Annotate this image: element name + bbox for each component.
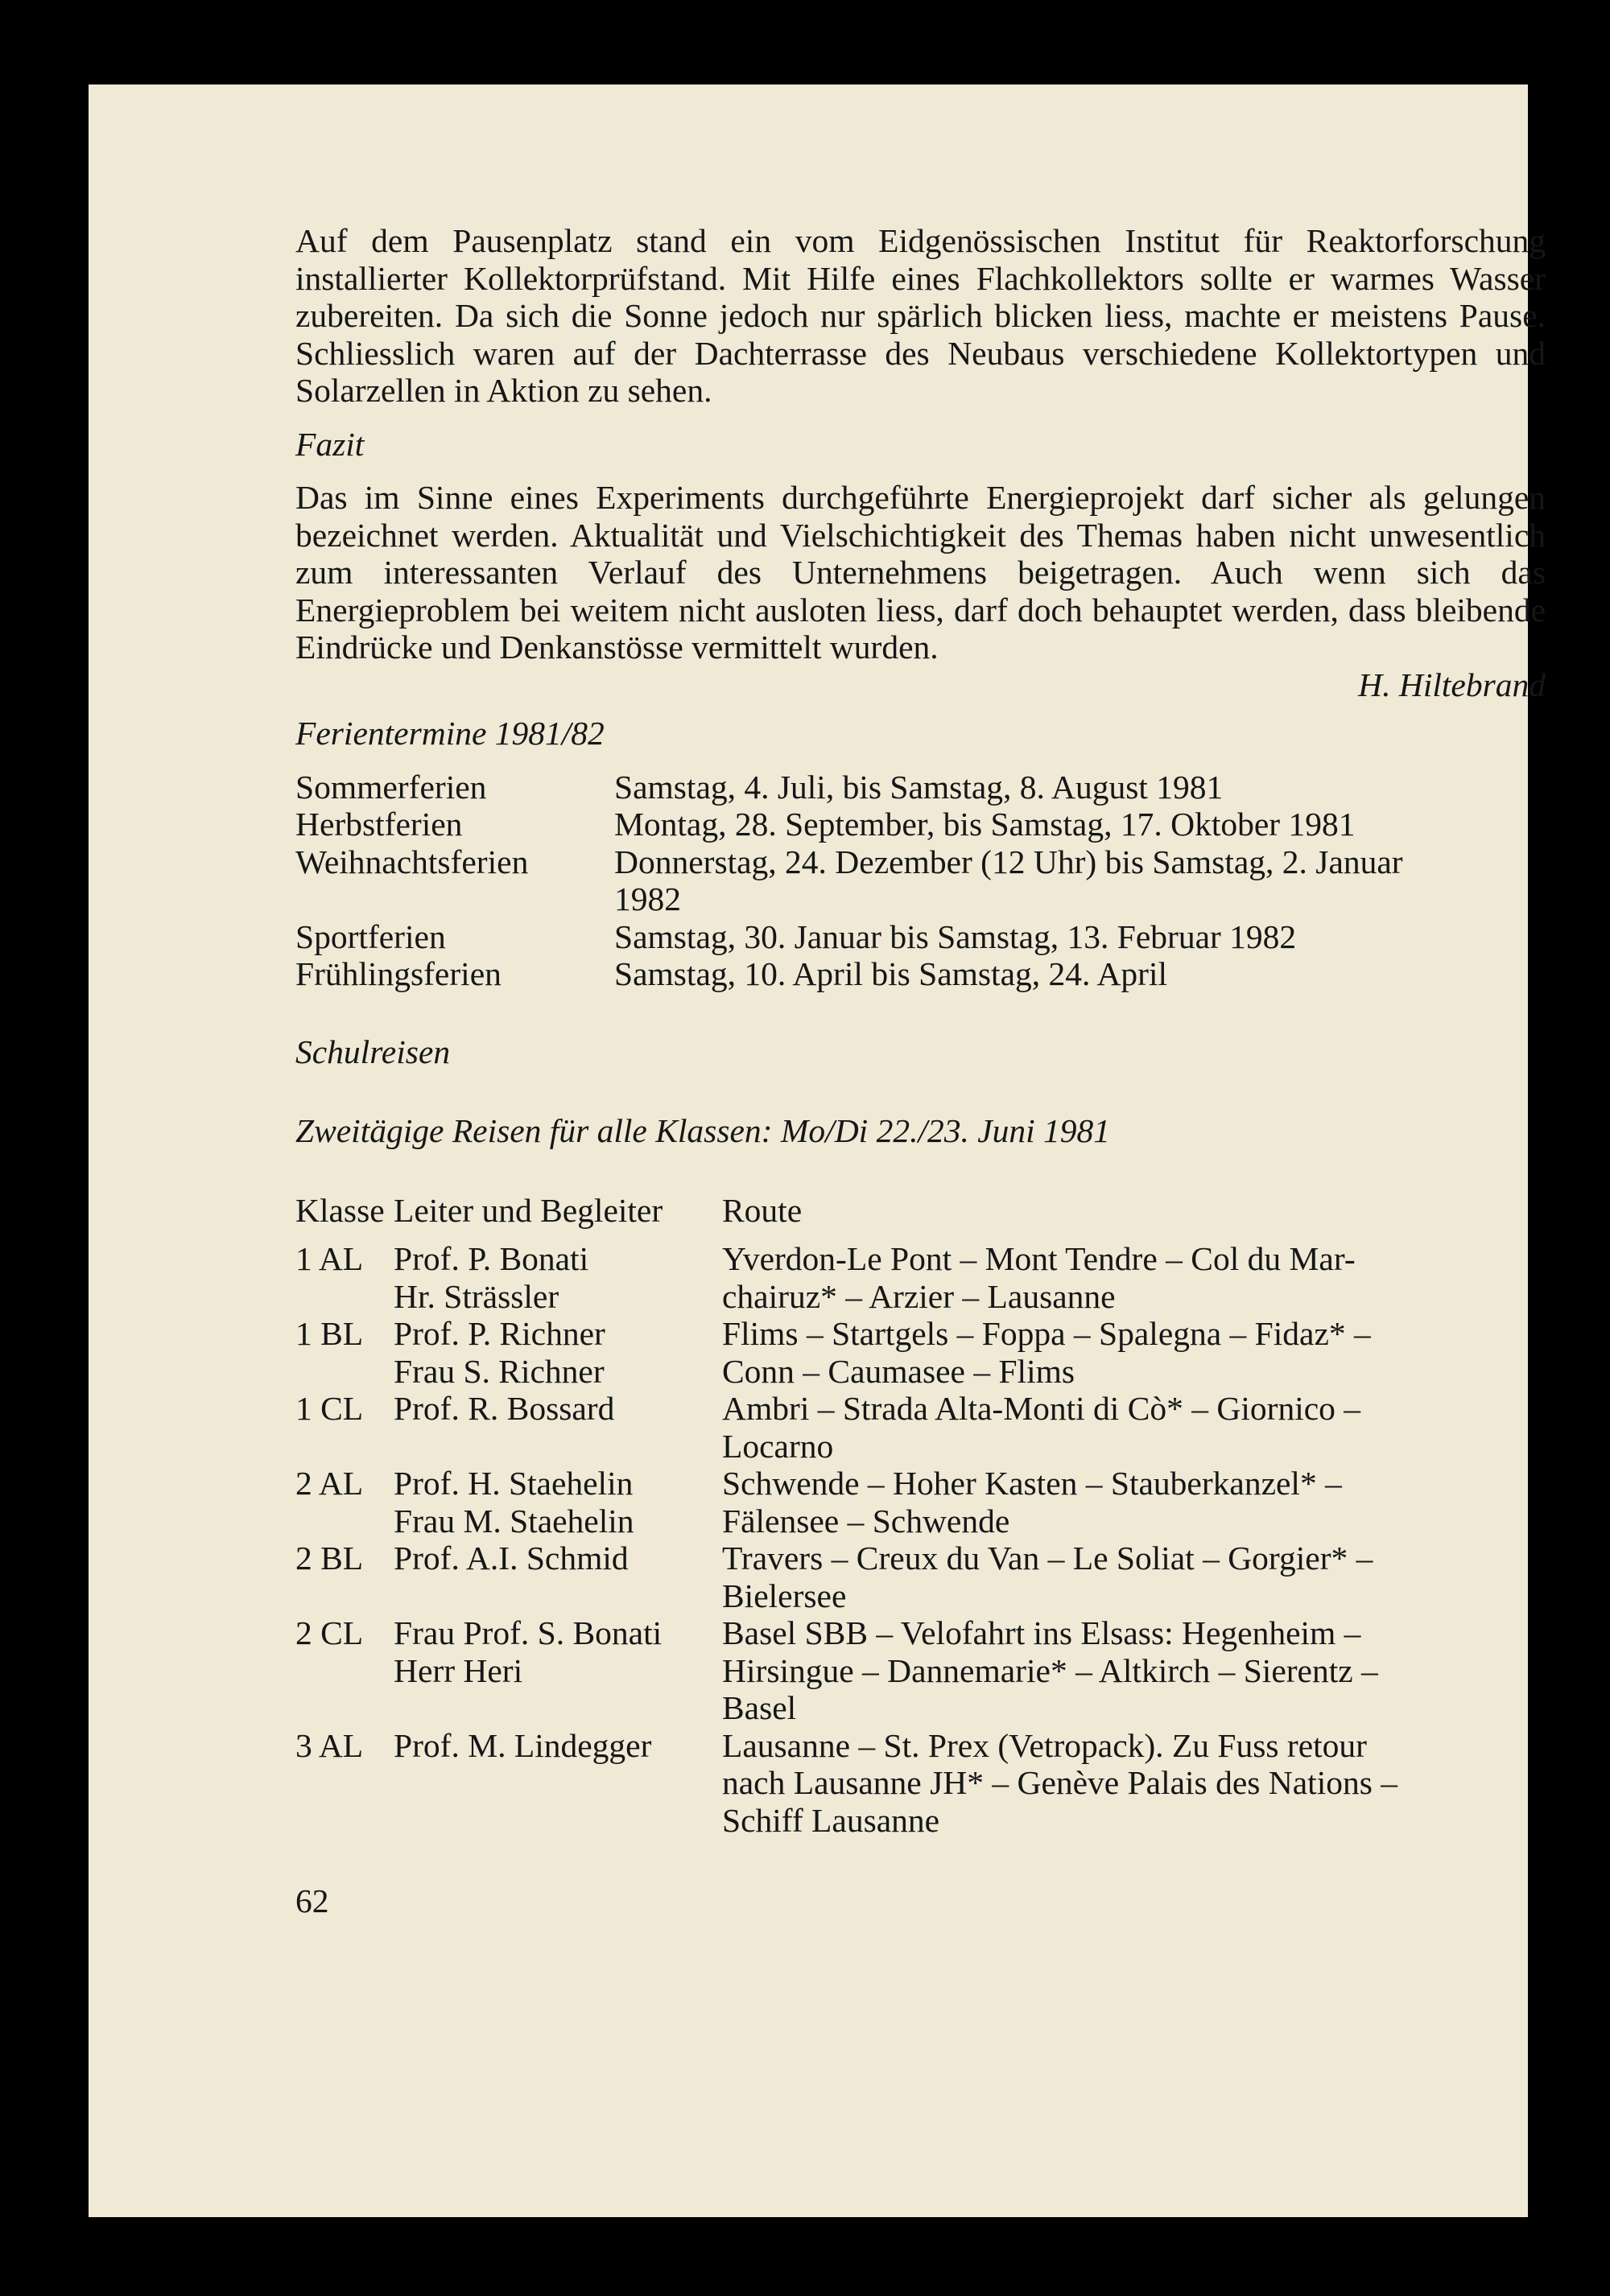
trip-route	[722, 1614, 1422, 1727]
trip-route-line: Yverdon-Le Pont – Mont Tendre – Col du Mar-	[722, 1240, 1356, 1277]
ferien-dates: Samstag, 30. Januar bis Samstag, 13. Februar 1982	[614, 917, 1297, 955]
fazit-paragraph: Das im Sinne eines Experiments durchgeführte Energieprojekt darf sicher als gelungen bezeichnet werden. Aktualität und Vielschichtigkeit des Themas haben nicht unwesentlich zum interessanten Verlauf des Unternehmens beigetragen. Auch wenn sich das Energieproblem bei weitem nicht ausloten liess, darf doch behauptet werden, dass bleibende Eindrücke und Denkanstösse vermittelt wurden.	[295, 479, 1546, 666]
trip-route-line: Schiff Lausanne	[722, 1801, 940, 1839]
trip-route	[722, 1390, 1422, 1465]
trips-table	[295, 1240, 1546, 1839]
trip-klasse: 2 BL	[295, 1540, 364, 1577]
trip-row	[295, 1727, 1546, 1840]
column-header-route: Route	[722, 1191, 803, 1229]
trip-leiter-line: Frau Prof. S. Bonati	[394, 1614, 663, 1651]
trip-route-line: Basel	[722, 1689, 797, 1726]
trip-klasse: 2 CL	[295, 1614, 364, 1651]
ferien-name: Sportferien	[295, 917, 446, 955]
trip-route-line: Conn – Caumasee – Flims	[722, 1352, 1075, 1390]
trip-route-line: Fälensee – Schwende	[722, 1502, 1010, 1540]
page-content	[295, 222, 1546, 1920]
trip-route-line: Hirsingue – Dannemarie* – Altkirch – Sierentz –	[722, 1651, 1378, 1689]
ferien-name: Sommerferien	[295, 768, 487, 806]
ferien-row	[295, 955, 1546, 993]
trip-route	[722, 1465, 1422, 1540]
trip-leiter-line: Prof. P. Bonati	[394, 1240, 589, 1277]
trip-klasse: 1 AL	[295, 1240, 364, 1277]
trip-leiter	[394, 1390, 722, 1465]
trip-route-line: nach Lausanne JH* – Genève Palais des Nations –	[722, 1764, 1397, 1801]
fazit-heading: Fazit	[295, 425, 365, 463]
trip-leiter-line: Frau M. Staehelin	[394, 1502, 634, 1540]
trip-leiter-line: Frau S. Richner	[394, 1352, 605, 1390]
ferien-dates: Samstag, 10. April bis Samstag, 24. April	[614, 955, 1168, 992]
trip-klasse: 2 AL	[295, 1465, 364, 1502]
trip-row	[295, 1465, 1546, 1540]
trip-leiter	[394, 1614, 722, 1727]
ferien-table	[295, 769, 1546, 993]
ferien-row	[295, 918, 1546, 956]
schulreisen-subheading: Zweitägige Reisen für alle Klassen: Mo/Di 22./23. Juni 1981	[295, 1112, 1111, 1149]
trips-header-row	[295, 1192, 1546, 1230]
trip-leiter	[394, 1727, 722, 1840]
trip-route	[722, 1315, 1422, 1390]
trip-route-line: chairuz* – Arzier – Lausanne	[722, 1277, 1116, 1315]
schulreisen-heading: Schulreisen	[295, 1033, 451, 1070]
trip-klasse: 1 BL	[295, 1315, 364, 1352]
ferien-name: Herbstferien	[295, 806, 463, 843]
column-header-klasse: Klasse	[295, 1191, 385, 1229]
trip-leiter-line: Prof. M. Lindegger	[394, 1726, 652, 1764]
trip-leiter	[394, 1540, 722, 1614]
trip-leiter-line: Prof. R. Bossard	[394, 1390, 615, 1427]
trip-route	[722, 1540, 1422, 1614]
trip-route-line: Ambri – Strada Alta-Monti di Cò* – Giornico –	[722, 1390, 1361, 1427]
signature: H. Hiltebrand	[1358, 666, 1546, 703]
ferien-name: Weihnachtsferien	[295, 843, 529, 880]
ferien-row	[295, 806, 1546, 843]
trip-route-line: Lausanne – St. Prex (Vetropack). Zu Fuss retour	[722, 1726, 1368, 1764]
trip-route	[722, 1240, 1422, 1315]
trip-route-line: Basel SBB – Velofahrt ins Elsass: Hegenheim –	[722, 1614, 1361, 1651]
trip-leiter-line: Prof. P. Richner	[394, 1315, 605, 1352]
trip-route	[722, 1727, 1422, 1840]
ferien-dates: Montag, 28. September, bis Samstag, 17. Oktober 1981	[614, 806, 1356, 843]
trip-row	[295, 1315, 1546, 1390]
trip-leiter	[394, 1465, 722, 1540]
book-page	[89, 85, 1546, 2217]
trip-row	[295, 1240, 1546, 1315]
trip-leiter	[394, 1240, 722, 1315]
trip-leiter-line: Herr Heri	[394, 1651, 523, 1689]
ferien-row	[295, 769, 1546, 806]
trip-row	[295, 1540, 1546, 1614]
trip-route-line: Bielersee	[722, 1577, 847, 1614]
trip-route-line: Flims – Startgels – Foppa – Spalegna – Fidaz* –	[722, 1315, 1371, 1352]
ferien-row	[295, 843, 1546, 918]
ferien-dates: Donnerstag, 24. Dezember (12 Uhr) bis Samstag, 2. Januar 1982	[614, 843, 1403, 917]
page-number: 62	[295, 1882, 329, 1919]
trip-leiter-line: Hr. Strässler	[394, 1277, 559, 1315]
ferien-dates: Samstag, 4. Juli, bis Samstag, 8. August 1981	[614, 768, 1224, 806]
ferien-heading: Ferientermine 1981/82	[295, 715, 605, 752]
trip-klasse: 1 CL	[295, 1390, 364, 1427]
trip-klasse: 3 AL	[295, 1726, 364, 1764]
trip-route-line: Schwende – Hoher Kasten – Stauberkanzel* –	[722, 1465, 1342, 1502]
trip-route-line: Travers – Creux du Van – Le Soliat – Gorgier* –	[722, 1540, 1373, 1577]
trip-leiter-line: Prof. A.I. Schmid	[394, 1540, 629, 1577]
ferien-name: Frühlingsferien	[295, 955, 502, 992]
trip-leiter-line: Prof. H. Staehelin	[394, 1465, 634, 1502]
trip-route-line: Locarno	[722, 1427, 834, 1465]
trip-row	[295, 1614, 1546, 1727]
trip-leiter	[394, 1315, 722, 1390]
column-header-leiter: Leiter und Begleiter	[394, 1191, 663, 1229]
intro-paragraph: Auf dem Pausenplatz stand ein vom Eidgenössischen Institut für Reaktorforschung installierter Kollektorprüfstand. Mit Hilfe eines Flachkollektors sollte er warmes Wasser zubereiten. Da sich die Sonne jedoch nur spärlich blicken liess, machte er meistens Pause. Schliesslich waren auf der Dachterrasse des Neubaus verschiedene Kollektortypen und Solarzellen in Aktion zu sehen.	[295, 222, 1546, 409]
trip-row	[295, 1390, 1546, 1465]
